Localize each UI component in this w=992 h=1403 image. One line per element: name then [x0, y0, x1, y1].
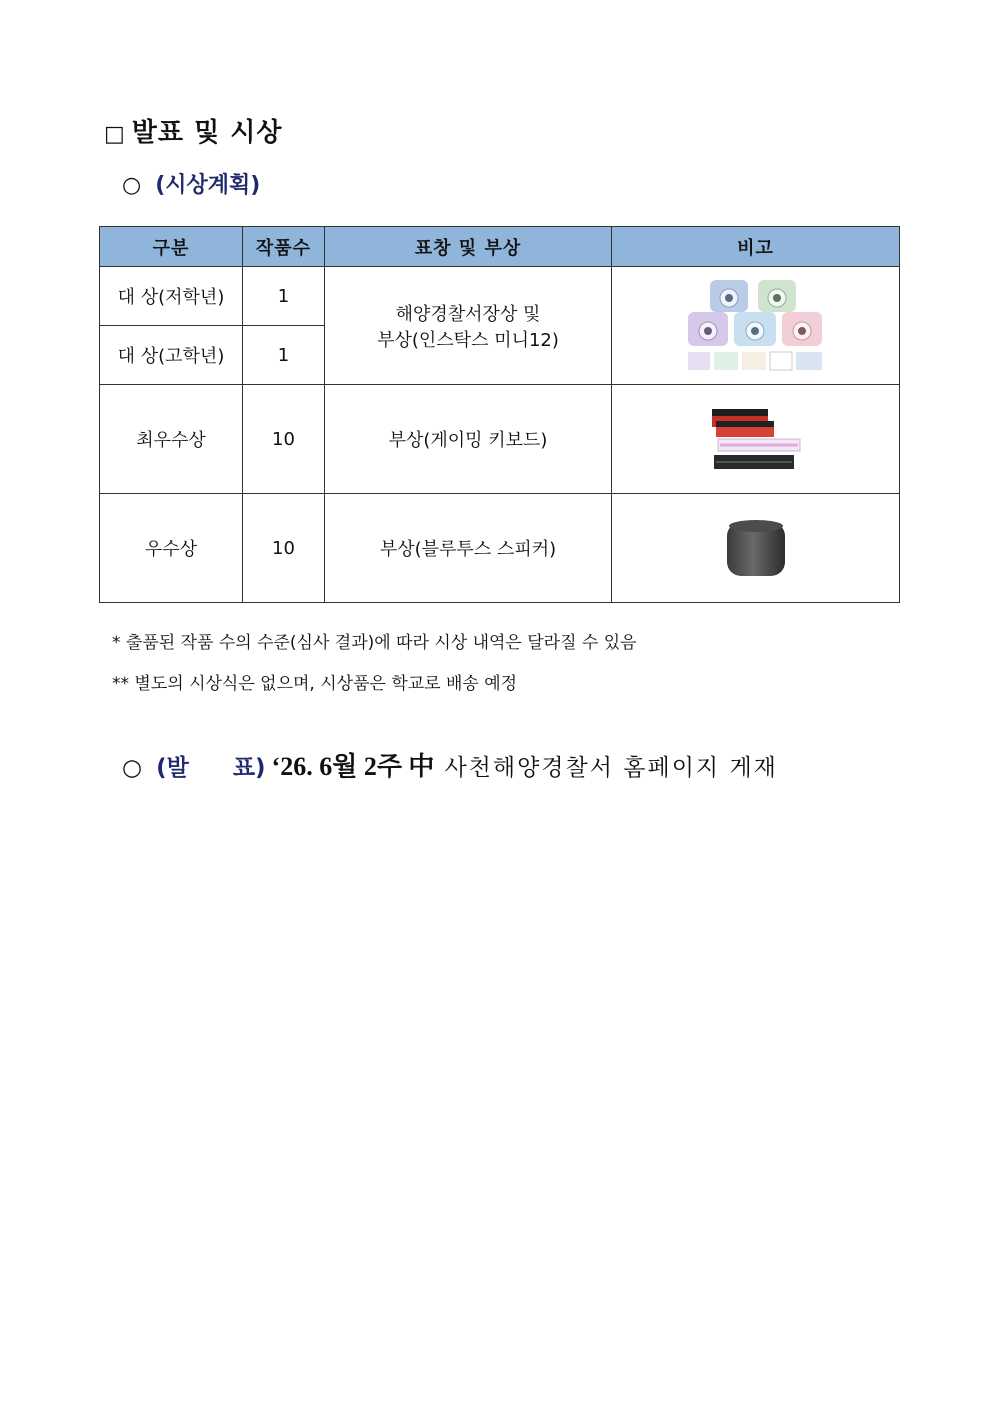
announce-text: 사천해양경찰서 홈페이지 게재: [444, 755, 778, 781]
category-cell: 우수상: [100, 494, 243, 603]
announce-label-open: (발: [156, 755, 189, 781]
category-cell: 대 상(저학년): [100, 267, 243, 326]
category-cell: 대 상(고학년): [100, 326, 243, 385]
plan-heading: [122, 168, 260, 199]
instant-camera-set-image: [686, 278, 826, 374]
count-cell: 10: [243, 494, 325, 603]
count-cell: 10: [243, 385, 325, 494]
gaming-keyboard-image: [710, 407, 802, 471]
header-count: 작품수: [243, 227, 325, 267]
header-prize: 표창 및 부상: [325, 227, 612, 267]
announcement-line: [122, 746, 778, 783]
checkbox-square-icon: □: [104, 122, 126, 147]
footnote-2: ** 별도의 시상식은 없으며, 시상품은 학교로 배송 예정: [112, 674, 518, 694]
bluetooth-speaker-image: [724, 516, 788, 580]
section-title-text: 발표 및 시상: [131, 118, 283, 148]
announce-date: ‘26. 6월 2주 中: [271, 752, 435, 781]
footnote-1: * 출품된 작품 수의 수준(심사 결과)에 따라 시상 내역은 달라질 수 있음: [112, 633, 637, 653]
note-image-cell: [612, 494, 900, 603]
section-title: [104, 112, 282, 149]
prize-cell: 부상(블루투스 스피커): [325, 494, 612, 603]
table-row: [100, 267, 900, 326]
plan-heading-text: (시상계획): [155, 173, 261, 198]
circle-bullet-icon: ○: [122, 755, 143, 781]
header-category: 구분: [100, 227, 243, 267]
table-header-row: [100, 227, 900, 267]
header-note: 비고: [612, 227, 900, 267]
table-row: [100, 385, 900, 494]
prize-cell: [325, 267, 612, 385]
prize-line: 해양경찰서장상 및: [395, 303, 541, 325]
prize-cell: 부상(게이밍 키보드): [325, 385, 612, 494]
note-image-cell: [612, 267, 900, 385]
note-image-cell: [612, 385, 900, 494]
award-table: [99, 226, 900, 603]
announce-label-close: 표): [232, 755, 266, 781]
count-cell: 1: [243, 267, 325, 326]
prize-line: 부상(인스탁스 미니12): [377, 329, 559, 351]
circle-bullet-icon: ○: [122, 173, 142, 198]
count-cell: 1: [243, 326, 325, 385]
table-row: [100, 494, 900, 603]
category-cell: 최우수상: [100, 385, 243, 494]
